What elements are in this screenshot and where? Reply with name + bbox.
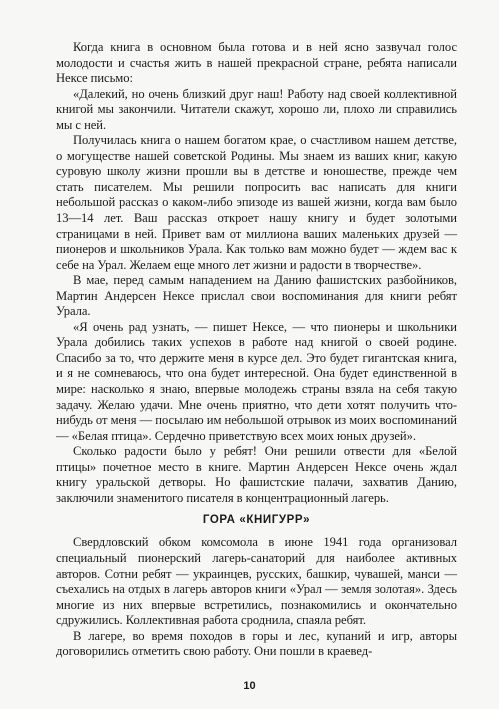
paragraph-6: Сколько радости было у ребят! Они решили отвести для «Белой птицы» почетное место в книге. Мартин Андерсен Нексе очень ждал книгу уральской детворы. Но фашистские палачи, захватив Данию, заключили знаменитого писателя в концентрационный лагерь.	[56, 444, 457, 505]
section-heading: ГОРА «КНИГУРР»	[202, 514, 311, 527]
page-number: 10	[243, 680, 256, 692]
paragraph-2: «Далекий, но очень близкий друг наш! Работу над своей коллективной книгой мы закончили. Читатели скажут, хорошо ли, плохо ли справились мы с ней.	[56, 86, 457, 132]
paragraph-8: В лагере, во время походов в горы и лес, купаний и игр, авторы договорились отметить свою работу. Они пошли в краевед-	[56, 628, 457, 659]
paragraph-4: В мае, перед самым нападением на Данию фашистских разбойников, Мартин Андерсен Нексе прислал свои воспоминания для книги ребят Урала.	[56, 273, 457, 319]
paragraph-1: Когда книга в основном была готова и в ней ясно зазвучал голос молодости и счастья жить в нашей прекрасной стране, ребята написали Нексе письмо:	[56, 40, 457, 86]
paragraph-7: Свердловский обком комсомола в июне 1941 года организовал специальный пионерский лагерь-санаторий для наиболее активных авторов. Сотни ребят — украинцев, русских, башкир, чувашей, манси — съехались на отдых в лагерь авторов книги «Урал — земля золотая». Здесь многие из них впервые встретились, познакомились и окончательно сдружились. Коллективная работа сроднила, спаяла ребят.	[56, 535, 457, 628]
paragraph-3: Получилась книга о нашем богатом крае, о счастливом нашем детстве, о могуществе нашей советской Родины. Мы знаем из ваших книг, какую суровую школу жизни прошли вы в детстве и юношестве, прежде чем стать писателем. Мы решили попросить вас написать для книги небольшой рассказ о каком-либо эпизоде из вашей жизни, когда вам было 13—14 лет. Ваш рассказ откроет нашу книгу и будет золотыми страницами в ней. Привет вам от миллиона ваших маленьких друзей — пионеров и школьников Урала. Как только вам можно будет — ждем вас к себе на Урал. Желаем еще много лет жизни и радости в творчестве».	[56, 133, 457, 272]
paragraph-5: «Я очень рад узнать, — пишет Нексе, — что пионеры и школьники Урала добились таких успехов в работе над книгой о своей родине. Спасибо за то, что держите меня в курсе дел. Это будет гигантская книга, и я не сомневаюсь, что она будет интересной. Она будет единственной в мире: насколько я знаю, впервые молодежь страны взяла на себя такую задачу. Желаю удачи. Мне очень приятно, что дети хотят получить что-нибудь от меня — посылаю им небольшой отрывок из моих воспоминаний — «Белая птица». Сердечно приветствую всех моих юных друзей».	[56, 319, 457, 443]
